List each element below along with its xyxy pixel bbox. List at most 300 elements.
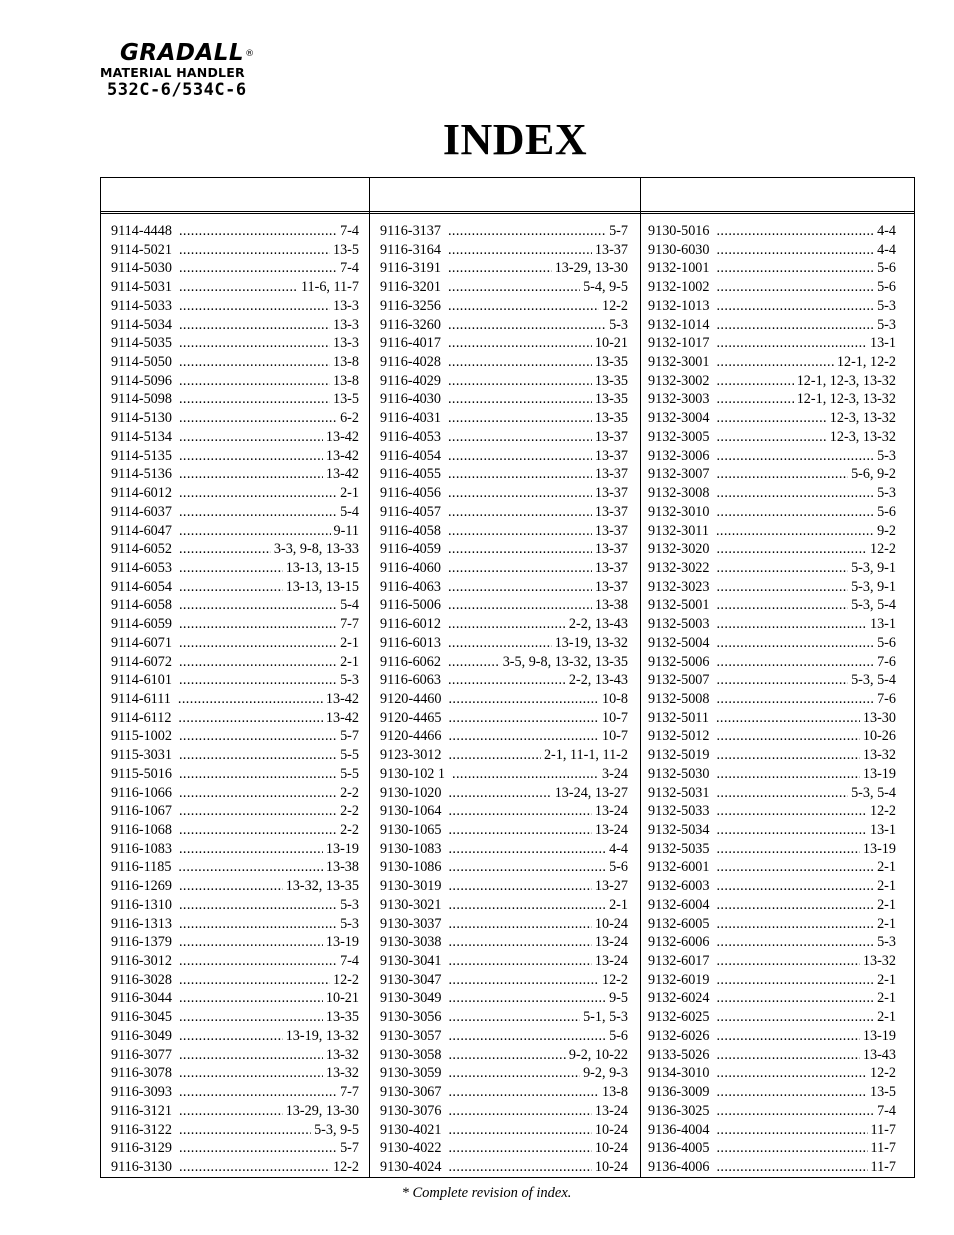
dot-leader [178, 709, 322, 728]
index-entry [111, 522, 359, 541]
dot-leader [716, 989, 874, 1008]
page-reference: 5-3, 9-1 [851, 578, 896, 595]
index-entry [380, 821, 628, 840]
dot-leader [716, 1158, 867, 1177]
dot-leader [716, 746, 859, 765]
page-reference: 5-3 [340, 896, 359, 913]
part-number: 9132-3002 [648, 372, 710, 389]
dot-leader [179, 428, 323, 447]
index-entry [380, 1158, 628, 1177]
page-reference: 7-4 [340, 953, 359, 970]
dot-leader [448, 297, 599, 316]
page-reference: 13-38 [325, 859, 359, 876]
index-entry [648, 877, 896, 896]
part-number: 9132-5003 [648, 616, 710, 633]
page-reference: 3-3, 9-8, 13-33 [273, 541, 359, 558]
index-entry [648, 484, 896, 503]
page-reference: 5-3, 5-4 [851, 672, 896, 689]
part-number: 9116-1083 [111, 840, 172, 857]
page-reference: 13-37 [594, 428, 628, 445]
index-entry [648, 709, 896, 728]
part-number: 9116-1066 [111, 784, 172, 801]
page-reference: 10-7 [601, 709, 628, 726]
part-number: 9130-3041 [380, 953, 442, 970]
dot-leader [716, 540, 867, 559]
dot-leader [448, 428, 592, 447]
index-entry [380, 653, 628, 672]
index-entry [648, 372, 896, 391]
part-number: 9114-6037 [111, 503, 172, 520]
dot-leader [448, 933, 591, 952]
page-reference: 13-5 [869, 1084, 896, 1101]
part-number: 9132-3007 [648, 466, 710, 483]
page-reference: 2-1 [877, 896, 896, 913]
index-entry [648, 615, 896, 634]
page-reference: 13-1 [869, 616, 896, 633]
dot-leader [448, 241, 592, 260]
dot-leader [179, 634, 337, 653]
page-reference: 13-24 [594, 934, 628, 951]
page-reference: 5-3, 5-4 [851, 784, 896, 801]
index-entry [111, 858, 359, 877]
dot-leader [179, 447, 323, 466]
index-entry [380, 746, 628, 765]
index-entry [380, 896, 628, 915]
dot-leader [448, 1083, 599, 1102]
dot-leader [448, 578, 592, 597]
dot-leader [179, 596, 337, 615]
index-entry [380, 372, 628, 391]
index-entry [648, 334, 896, 353]
dot-leader [716, 915, 874, 934]
part-number: 9134-3010 [648, 1065, 710, 1082]
dot-leader [179, 353, 330, 372]
part-number: 9132-5004 [648, 634, 710, 651]
dot-leader [179, 316, 330, 335]
index-entry [111, 915, 359, 934]
part-number: 9132-3008 [648, 485, 710, 502]
index-entry [648, 915, 896, 934]
index-entry [111, 390, 359, 409]
dot-leader [448, 746, 540, 765]
part-number: 9116-1313 [111, 915, 172, 932]
index-entry [111, 784, 359, 803]
index-entry [380, 634, 628, 653]
part-number: 9130-3076 [380, 1102, 442, 1119]
index-entry [111, 802, 359, 821]
index-entry [648, 1027, 896, 1046]
page-reference: 13-32 [862, 747, 896, 764]
index-entry [380, 334, 628, 353]
page-reference: 7-6 [877, 690, 896, 707]
dot-leader [179, 821, 337, 840]
page-reference: 2-1 [877, 878, 896, 895]
dot-leader [716, 671, 848, 690]
part-number: 9130-4024 [380, 1158, 442, 1175]
index-entry [648, 802, 896, 821]
page-reference: 13-38 [594, 597, 628, 614]
index-entry [111, 241, 359, 260]
dot-leader [179, 522, 331, 541]
part-number: 9132-6003 [648, 878, 710, 895]
part-number: 9116-4060 [380, 559, 441, 576]
dot-leader [448, 971, 599, 990]
part-number: 9116-3260 [380, 316, 441, 333]
index-entry [380, 222, 628, 241]
part-number: 9136-3009 [648, 1084, 710, 1101]
dot-leader [448, 671, 566, 690]
dot-leader [716, 390, 793, 409]
page-reference: 5-3 [877, 934, 896, 951]
dot-leader [179, 765, 337, 784]
part-number: 9132-5011 [648, 709, 709, 726]
page-reference: 13-37 [594, 466, 628, 483]
dot-leader [716, 241, 874, 260]
index-entry [111, 428, 359, 447]
dot-leader [716, 334, 867, 353]
index-entry [111, 765, 359, 784]
page-reference: 12-2 [332, 1158, 359, 1175]
index-entry [380, 989, 628, 1008]
dot-leader [716, 709, 860, 728]
page-reference: 11-7 [870, 1158, 896, 1175]
part-number: 9130-1020 [380, 784, 442, 801]
part-number: 9132-1001 [648, 260, 710, 277]
dot-leader [448, 615, 566, 634]
part-number: 9115-3031 [111, 747, 172, 764]
index-entry [380, 1083, 628, 1102]
dot-leader [716, 1027, 859, 1046]
index-entry [648, 465, 896, 484]
index-entry [380, 447, 628, 466]
index-entry [111, 559, 359, 578]
index-entry [380, 1121, 628, 1140]
dot-leader [179, 727, 337, 746]
part-number: 9116-4056 [380, 485, 441, 502]
index-entry [111, 447, 359, 466]
column-divider [369, 178, 370, 1177]
index-entry [648, 1008, 896, 1027]
page-reference: 13-24 [594, 822, 628, 838]
dot-leader [179, 465, 323, 484]
page-reference: 12-1, 12-3, 13-32 [796, 372, 896, 389]
index-column-2 [380, 222, 628, 1175]
logo-brand: GRADALL® [120, 40, 255, 66]
page-reference: 10-24 [594, 915, 628, 932]
index-entry [648, 1064, 896, 1083]
part-number: 9114-6072 [111, 653, 172, 670]
part-number: 9116-1068 [111, 822, 172, 838]
part-number: 9116-3044 [111, 990, 172, 1007]
page-reference: 13-42 [325, 428, 359, 445]
page-reference: 13-19 [325, 840, 359, 857]
part-number: 9130-3019 [380, 878, 442, 895]
dot-leader [716, 727, 859, 746]
dot-leader [179, 671, 337, 690]
page-reference: 5-3, 5-4 [851, 597, 896, 614]
dot-leader [448, 952, 591, 971]
index-entry [111, 896, 359, 915]
part-number: 9116-3077 [111, 1046, 172, 1063]
part-number: 9116-6012 [380, 616, 441, 633]
index-entry [380, 241, 628, 260]
dot-leader [179, 971, 330, 990]
page-reference: 13-42 [325, 447, 359, 464]
page-reference: 13-13, 13-15 [285, 559, 359, 576]
part-number: 9116-3256 [380, 297, 441, 314]
page-reference: 5-6 [877, 634, 896, 651]
part-number: 9132-3023 [648, 578, 710, 595]
page-reference: 13-27 [594, 878, 628, 895]
index-entry [380, 1102, 628, 1121]
part-number: 9132-5031 [648, 784, 710, 801]
dot-leader [179, 390, 330, 409]
page-reference: 13-35 [594, 391, 628, 408]
page-reference: 13-43 [862, 1046, 896, 1063]
index-entry [111, 1008, 359, 1027]
column-divider [640, 178, 641, 1177]
part-number: 9116-1269 [111, 878, 172, 895]
part-number: 9116-3121 [111, 1102, 172, 1119]
part-number: 9132-3005 [648, 428, 710, 445]
part-number: 9132-1017 [648, 335, 710, 352]
page-reference: 5-3 [877, 447, 896, 464]
page-reference: 3-5, 9-8, 13-32, 13-35 [502, 653, 628, 670]
index-entry [380, 915, 628, 934]
part-number: 9114-6059 [111, 616, 172, 633]
dot-leader [448, 1158, 591, 1177]
index-entry [111, 484, 359, 503]
index-entry [111, 259, 359, 278]
table-header-row [101, 178, 914, 212]
part-number: 9114-5021 [111, 241, 172, 258]
part-number: 9132-1013 [648, 297, 710, 314]
part-number: 9132-5007 [648, 672, 710, 689]
dot-leader [716, 1046, 859, 1065]
index-entry [111, 372, 359, 391]
part-number: 9132-5001 [648, 597, 710, 614]
part-number: 9130-4021 [380, 1121, 442, 1138]
part-number: 9130-1083 [380, 840, 442, 857]
part-number: 9114-5098 [111, 391, 172, 408]
dot-leader [716, 784, 848, 803]
dot-leader [179, 915, 337, 934]
page-reference: 13-19 [325, 934, 359, 951]
page-reference: 10-8 [601, 690, 628, 707]
page-reference: 13-30 [862, 709, 896, 726]
part-number: 9116-3164 [380, 241, 441, 258]
page-reference: 2-2, 13-43 [568, 672, 628, 689]
dot-leader [448, 540, 592, 559]
index-column-3 [648, 222, 896, 1175]
page-reference: 4-4 [877, 223, 896, 239]
dot-leader [716, 971, 874, 990]
index-entry [111, 634, 359, 653]
part-number: 9136-4005 [648, 1140, 710, 1157]
page-reference: 2-1 [340, 634, 359, 651]
index-entry [111, 1102, 359, 1121]
page-reference: 5-7 [609, 223, 628, 239]
dot-leader [179, 259, 337, 278]
dot-leader [716, 1102, 874, 1121]
page-reference: 13-19, 13-32 [554, 634, 628, 651]
page-reference: 9-2 [877, 522, 896, 539]
index-entry [380, 522, 628, 541]
part-number: 9132-5030 [648, 765, 710, 782]
dot-leader [716, 802, 867, 821]
dot-leader [716, 1083, 867, 1102]
index-entry [380, 858, 628, 877]
part-number: 9133-5026 [648, 1046, 710, 1063]
index-entry [648, 653, 896, 672]
dot-leader [716, 1064, 867, 1083]
dot-leader [448, 522, 592, 541]
part-number: 9132-3010 [648, 503, 710, 520]
index-entry [111, 578, 359, 597]
dot-leader [716, 896, 874, 915]
part-number: 9116-1310 [111, 896, 172, 913]
dot-leader [716, 1139, 867, 1158]
index-entry [380, 690, 628, 709]
part-number: 9116-4058 [380, 522, 441, 539]
dot-leader [448, 278, 580, 297]
index-entry [648, 671, 896, 690]
dot-leader [448, 390, 592, 409]
page-reference: 2-1 [340, 653, 359, 670]
dot-leader [179, 241, 330, 260]
index-entry [380, 709, 628, 728]
dot-leader [716, 278, 874, 297]
part-number: 9116-1185 [111, 859, 172, 876]
page-reference: 13-35 [594, 410, 628, 427]
part-number: 9130-3067 [380, 1084, 442, 1101]
page-reference: 13-1 [869, 335, 896, 352]
page-reference: 10-24 [594, 1140, 628, 1157]
dot-leader [448, 559, 592, 578]
page-reference: 13-35 [325, 1009, 359, 1026]
index-entry [648, 933, 896, 952]
page-reference: 13-37 [594, 447, 628, 464]
page-reference: 13-3 [332, 316, 359, 333]
part-number: 9132-6001 [648, 859, 710, 876]
dot-leader [716, 372, 793, 391]
index-entry [648, 989, 896, 1008]
index-entry [111, 971, 359, 990]
index-entry [648, 596, 896, 615]
part-number: 9116-5006 [380, 597, 441, 614]
index-entry [648, 1121, 896, 1140]
dot-leader [179, 1008, 323, 1027]
index-entry [111, 1083, 359, 1102]
index-table [100, 177, 915, 1178]
index-entry [648, 727, 896, 746]
page-reference: 10-21 [594, 335, 628, 352]
index-entry [111, 746, 359, 765]
dot-leader [179, 877, 283, 896]
dot-leader [716, 840, 859, 859]
dot-leader [716, 503, 874, 522]
part-number: 9116-4053 [380, 428, 441, 445]
index-entry [111, 316, 359, 335]
page-reference: 2-2 [340, 822, 359, 838]
part-number: 9114-5050 [111, 354, 172, 371]
index-entry [380, 971, 628, 990]
part-number: 9116-4030 [380, 391, 441, 408]
dot-leader [448, 653, 500, 672]
page-reference: 2-2, 13-43 [568, 616, 628, 633]
page-reference: 11-6, 11-7 [300, 279, 359, 296]
dot-leader [448, 915, 591, 934]
part-number: 9114-4448 [111, 223, 172, 239]
index-entry [648, 952, 896, 971]
index-entry [380, 578, 628, 597]
page-reference: 7-4 [340, 223, 359, 239]
index-entry [380, 409, 628, 428]
part-number: 9130-3038 [380, 934, 442, 951]
part-number: 9116-4063 [380, 578, 441, 595]
part-number: 9116-3122 [111, 1121, 172, 1138]
part-number: 9116-6062 [380, 653, 441, 670]
page-reference: 2-1 [340, 485, 359, 502]
page-reference: 5-3 [877, 316, 896, 333]
footnote: * Complete revision of index. [401, 1185, 572, 1201]
dot-leader [178, 858, 322, 877]
dot-leader [448, 821, 591, 840]
part-number: 9130-3056 [380, 1009, 442, 1026]
part-number: 9114-5034 [111, 316, 172, 333]
index-entry [380, 559, 628, 578]
page-reference: 2-1 [877, 859, 896, 876]
index-entry [380, 727, 628, 746]
part-number: 9116-6063 [380, 672, 441, 689]
index-entry [380, 316, 628, 335]
page-reference: 13-3 [332, 297, 359, 314]
part-number: 9116-3012 [111, 953, 172, 970]
page-reference: 13-8 [601, 1084, 628, 1101]
dot-leader [179, 933, 323, 952]
dot-leader [448, 484, 592, 503]
part-number: 9132-6025 [648, 1009, 710, 1026]
index-entry [648, 896, 896, 915]
index-entry [648, 428, 896, 447]
index-entry [380, 390, 628, 409]
dot-leader [448, 503, 592, 522]
index-entry [111, 353, 359, 372]
part-number: 9114-5134 [111, 428, 172, 445]
dot-leader [179, 1064, 323, 1083]
part-number: 9116-1067 [111, 803, 172, 820]
part-number: 9116-4028 [380, 354, 441, 371]
index-entry [380, 297, 628, 316]
index-entry [380, 952, 628, 971]
dot-leader [716, 690, 874, 709]
dot-leader [448, 1008, 580, 1027]
page-reference: 5-3, 9-5 [314, 1121, 359, 1138]
index-entry [380, 802, 628, 821]
index-entry [380, 877, 628, 896]
index-entry [648, 971, 896, 990]
dot-leader [716, 1121, 867, 1140]
page-reference: 5-1, 5-3 [583, 1009, 628, 1026]
page-reference: 2-2 [340, 784, 359, 801]
dot-leader [448, 634, 552, 653]
index-entry [111, 465, 359, 484]
dot-leader [448, 334, 592, 353]
page-reference: 13-24 [594, 953, 628, 970]
part-number: 9132-3006 [648, 447, 710, 464]
part-number: 9132-3004 [648, 410, 710, 427]
index-entry [111, 653, 359, 672]
